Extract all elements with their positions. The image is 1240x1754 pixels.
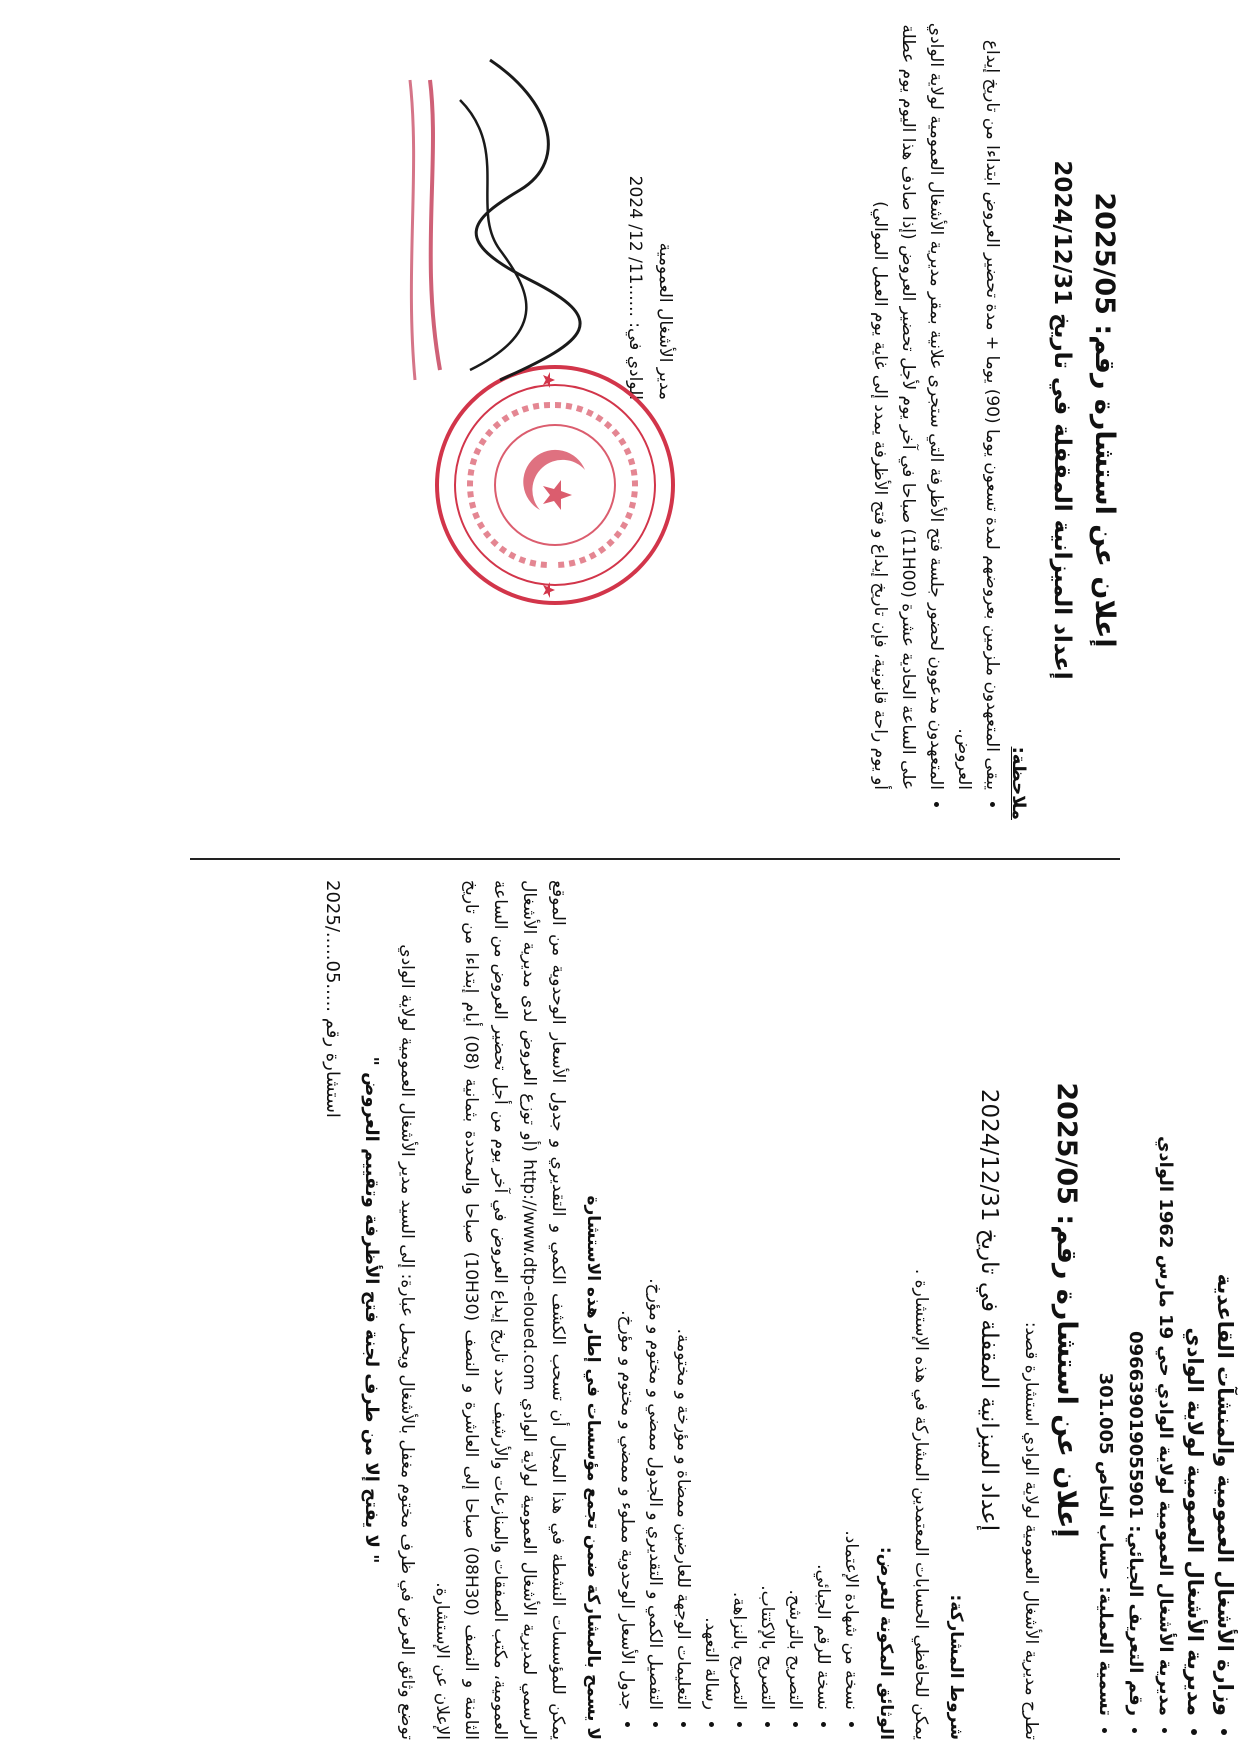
list-item: • التصريح بالترشح. <box>781 880 809 1710</box>
signature-place-date: الوادي في: ......11/ 12/ 2024 <box>625 175 645 400</box>
notes-title-repeat: إعلان عن استشارة رقم: 2025/05 <box>1089 192 1120 648</box>
notes-label: ملاحظة: <box>1008 746 1029 820</box>
handwritten-signature <box>390 40 610 420</box>
notes-column <box>0 20 1240 820</box>
list-item: • التصريح بالإكتتاب. <box>753 880 781 1710</box>
list-item: • يبقى المتعهدون ملزمين بعروضهم لمدة تسعون يوما (90) يوما + مدة تحضير العروض ابتداءا من تاريخ إيداع العروض. <box>950 20 1006 790</box>
list-item: • التفصيل الكمي و التقديري و الجدول ممضي و مختوم و مؤرخ. <box>641 880 669 1710</box>
list-item: • التعليمات الوجهة للعارضين ممضاة و مؤرخة و مختومة. <box>669 880 697 1710</box>
participation-heading: شروط المشاركة: <box>946 1594 966 1740</box>
notice-subject: إعداد الميزانية المقفلة في تاريخ 2024/12/31 <box>976 1088 1002 1532</box>
deposit-text: توضع وثائق العرض في ظرف مختوم مغفل بالأشغال ويحمل عبارة: إلى السيد مدير الأشغال العمومية لولاية الوادي <box>397 944 417 1740</box>
consultation-reference: استشارة رقم .....05...../2025 <box>322 880 343 1118</box>
participation-text: يمكن للحافظي الحسابات المعتمدين المشاركة في هذه الإستشارة . <box>911 1268 931 1740</box>
notice-title: إعلان عن استشارة رقم: 2025/05 <box>1051 1082 1082 1538</box>
list-item: • نسخة من شهادة الإعتماد. <box>837 880 865 1710</box>
documents-list <box>613 880 865 1740</box>
header-ministry: • وزارة الأشغال العمومية والمنشآت القاعدية <box>1210 880 1240 1716</box>
header-address: • مديرية الأشغال العمومية لولاية الوادي حي 19 مارس 1962 الوادي <box>1150 880 1180 1716</box>
header-block <box>1090 880 1240 1740</box>
notice-intro: تطرح مديرية الأشغال العمومية لولاية الوادي استشارة قصد: <box>1021 1321 1041 1740</box>
documents-heading: الوثائق المكونة للعرض: <box>876 1546 896 1740</box>
withdrawal-text: يمكن للمؤسسات النشطة في هذا المجال أن تسحب الكشف الكمي و التقديري و جدول الأسعار الوحدوية من الموقع الرسمي لمديرية الأشغال العمومية لولاية الوادي http://www.dtp-eloued.com (أو توزع العروض لدى مديرية الأشغال العمومية، مكتب الصفقات والمنازعات والأرشيف حدد تاريخ إيداع العروض في آخر يوم من أجل تحضير العروض من الساعة الثامنة و النصف (08H30) صباحا إلى العاشرة و النصف (10H30) صباحا والمحددة بثمانية (08) أيام إبتداءا من تاريخ الإعلان عن الإستشارة. <box>432 880 568 1740</box>
notes-list <box>866 20 1006 820</box>
list-item: • المتعهدون مدعوون لحضور جلسة فتح الأظرفة التي ستجرى علانية بمقر مديرية الأشغال العمومية لولاية الوادي على الساعة الحادية عشرة (11H00) صباحا في آخر يوم لأجل تحضير العروض (إذا صادف هذا اليوم يوم عطلة أو يوم راحة قانونية، فإن تاريخ إيداع و فتح الأظرفة يمدد إلى غاية يوم العمل الموالي) <box>866 20 950 790</box>
list-item: • جدول الأسعار الوحدوية مملوء و ممضي و مختوم و مؤرخ. <box>613 880 641 1710</box>
column-divider <box>190 858 1120 860</box>
list-item: • نسخة للرقم الجبائي. <box>809 880 837 1710</box>
header-directorate: • مديرية الأشغال العمومية لولاية الوادي <box>1180 880 1210 1716</box>
notes-subject: إعداد الميزانية المقفلة في تاريخ 2024/12/31 <box>1049 160 1075 680</box>
signature-title: مدير الأشغال العمومية <box>655 242 675 400</box>
signature-block <box>620 40 680 400</box>
consultation-column <box>0 880 1240 1740</box>
list-item: • رسالة التعهد. <box>697 880 725 1710</box>
envelope-quote: " لا يفتح إلا من طرف لجنة فتح الأظرفة وتقييم العروض " <box>361 1056 382 1564</box>
header-operation: • تسمية العملية: حساب الخاص 301.005 <box>1090 880 1120 1716</box>
group-condition: لا يسمح بالمشاركة ضمن تجمع مؤسسات في إطار هذه الاستشارة <box>583 1195 603 1740</box>
list-item: • التصريح بالنزاهة. <box>725 880 753 1710</box>
header-tax-id: • رقم التعريف الجبائي: 096639019055901 <box>1120 880 1150 1716</box>
